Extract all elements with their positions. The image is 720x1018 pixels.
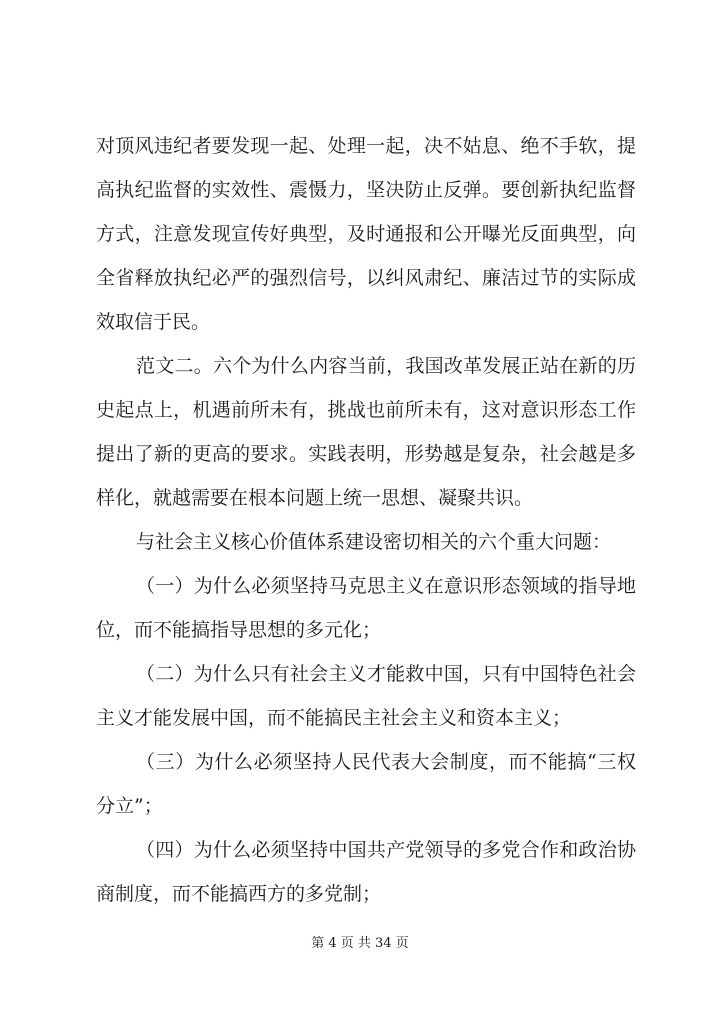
text-line: 对顶风违纪者要发现一起、处理一起，决不姑息、绝不手软，提 (96, 135, 636, 157)
text-line: 商制度，而不能搞西方的多党制； (96, 883, 382, 905)
text-line: 位，而不能搞指导思想的多元化； (96, 619, 382, 641)
text-line: 史起点上，机遇前所未有，挑战也前所未有，这对意识形态工作 (96, 399, 636, 421)
text-line: 提出了新的更高的要求。实践表明，形势越是复杂，社会越是多 (96, 443, 636, 465)
text-line: 样化，就越需要在根本问题上统一思想、凝聚共识。 (96, 487, 534, 509)
page-footer: 第 4 页 共 34 页 (311, 936, 409, 951)
text-line: 与社会主义核心价值体系建设密切相关的六个重大问题： (136, 531, 612, 553)
text-line: （一）为什么必须坚持马克思主义在意识形态领域的指导地 (136, 575, 636, 597)
text-line: 全省释放执纪必严的强烈信号，以纠风肃纪、廉洁过节的实际成 (96, 267, 636, 289)
text-line: （二）为什么只有社会主义才能救中国，只有中国特色社会 (136, 663, 636, 685)
text-line: 范文二。六个为什么内容当前，我国改革发展正站在新的历 (136, 355, 636, 377)
text-line: 主义才能发展中国，而不能搞民主社会主义和资本主义； (96, 707, 572, 729)
text-line: （四）为什么必须坚持中国共产党领导的多党合作和政治协 (136, 839, 636, 861)
text-line: 分立”； (96, 795, 163, 817)
text-line: 方式，注意发现宣传好典型，及时通报和公开曝光反面典型，向 (96, 223, 636, 245)
text-line: 效取信于民。 (96, 311, 211, 333)
text-line: （三）为什么必须坚持人民代表大会制度，而不能搞“三权 (136, 751, 636, 773)
text-line: 高执纪监督的实效性、震慑力，坚决防止反弹。要创新执纪监督 (96, 179, 636, 201)
